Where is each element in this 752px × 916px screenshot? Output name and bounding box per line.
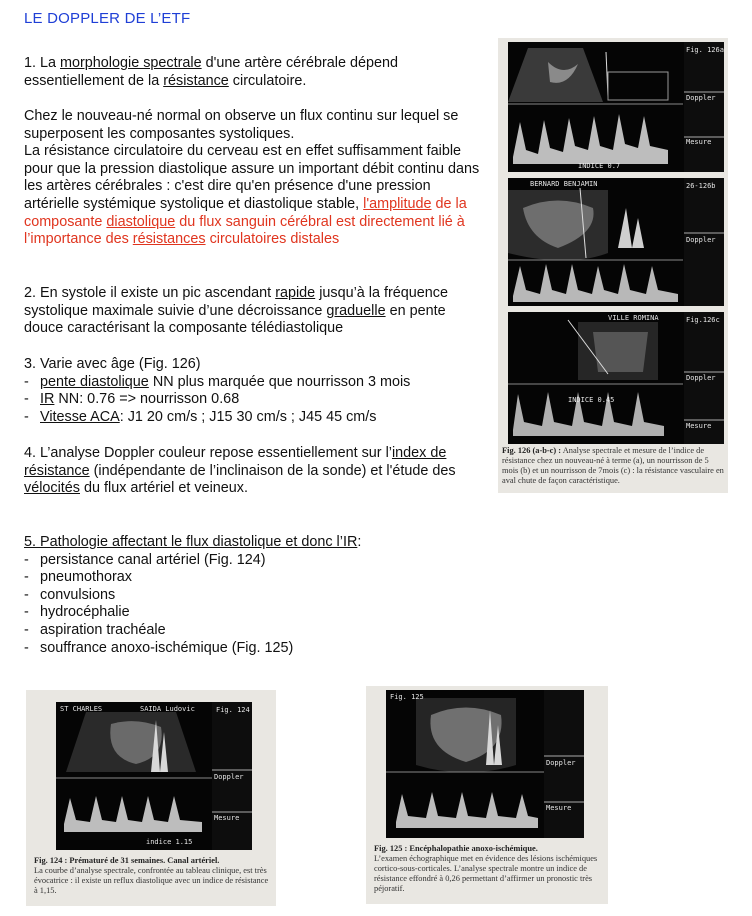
fig126b-name: BERNARD BENJAMIN [530, 180, 598, 188]
s5-item [24, 622, 482, 640]
page-title: LE DOPPLER DE L’ETF [24, 10, 191, 27]
s2-term-graduelle: graduelle [326, 302, 386, 319]
ultrasound-panel-c [508, 312, 724, 444]
section-1 [24, 55, 482, 90]
s4-term-index: index de résistance [24, 445, 447, 479]
dash: - [24, 604, 29, 621]
ultrasound-panel-b [508, 178, 724, 306]
section-5 [24, 534, 482, 657]
s4-text-3: du flux artériel et veineux. [80, 480, 248, 497]
fig125-tag: Fig. 125 [390, 693, 424, 701]
fig126c-tag: Fig.126c [686, 316, 720, 324]
dash: - [24, 373, 29, 390]
fig126a-mesure: Mesure [686, 138, 712, 146]
figure-124 [26, 690, 276, 906]
caption-text: La courbe d’analyse spectrale, confrontée au tableau clinique, est très évocatrice : il existe un reflux diastolique avec un indice de résistance à 1,15. [34, 866, 269, 895]
figure-124-caption [34, 856, 270, 896]
s5-heading-end: : [357, 534, 362, 550]
caption-label: Fig. 124 : Prématuré de 31 semaines. Canal artériel. [34, 856, 220, 865]
doppler-scan-image [56, 702, 252, 850]
dash: - [24, 639, 29, 656]
dash: - [24, 621, 29, 638]
s5-item [24, 587, 482, 605]
s4-term-velocites: vélocités [24, 480, 80, 497]
fig124-tag: Fig. 124 [216, 706, 250, 714]
s5-item-text: pneumothorax [40, 569, 133, 586]
s5-item [24, 640, 482, 658]
s1b-red-6: circulatoires distales [205, 231, 340, 248]
s2-term-rapide: rapide [275, 285, 316, 301]
s3-term: pente diastolique [40, 373, 149, 390]
s4-text-2: (indépendante de l’inclinaison de la sonde) et l'étude des [89, 462, 456, 479]
figure-125-caption [374, 844, 602, 894]
ultrasound-panel-125 [386, 690, 584, 838]
s3-item [24, 409, 482, 427]
section-1-detail [24, 108, 482, 249]
s3-item-text: : J1 20 cm/s ; J15 30 cm/s ; J45 45 cm/s [119, 408, 377, 425]
doppler-scan-image [508, 178, 724, 306]
fig126a-indice: INDICE 0.7 [578, 162, 621, 170]
ultrasound-panel-124 [56, 702, 252, 850]
fig124-name: SAIDA Ludovic [140, 705, 195, 713]
caption-text: L’examen échographique met en évidence des lésions ischémiques cortico-sous-corticales. L’analyse spectrale montre un indice de résistance effondré à 0,26 permettant d’affirmer un pronostic très péjoratif. [374, 854, 598, 893]
dash: - [24, 551, 29, 568]
figure-126 [498, 38, 728, 493]
fig126a-doppler: Doppler [686, 94, 716, 102]
fig125-mesure: Mesure [546, 804, 572, 812]
fig124-mesure: Mesure [214, 814, 240, 822]
s1b-line2: La résistance circulatoire du cerveau est en effet suffisamment faible pour que la pression diastolique assure un important débit continu dans les artères cérébrales : c'est dire qu'en présence d'une pression artérielle systémique systolique et diastolique stable, [24, 143, 480, 212]
s5-heading: 5. Pathologie affectant le flux diastolique et donc l’IR [24, 534, 358, 550]
s1-term-morphologie: morphologie spectrale [60, 55, 202, 71]
dash: - [24, 569, 29, 586]
s2-text: 2. En systole il existe un pic ascendant [24, 285, 276, 301]
s1b-red-4: du flux sanguin cérébral est directement lié à l’importance des [24, 213, 465, 248]
fig126c-mesure: Mesure [686, 422, 712, 430]
s2-text-3: en pente douce caractérisant la composante télédiastolique [24, 302, 446, 337]
s1b-red-2: de la composante [24, 195, 467, 230]
section-4 [24, 445, 479, 498]
s3-item [24, 374, 482, 392]
s3-term: Vitesse ACA [40, 408, 120, 425]
figure-126-caption [502, 446, 724, 486]
s5-item [24, 604, 482, 622]
fig125-doppler: Doppler [546, 759, 576, 767]
fig124-indice: indice 1.15 [146, 838, 193, 846]
caption-label: Fig. 125 : Encéphalopathie anoxo-ischémique. [374, 844, 538, 853]
s5-item [24, 552, 482, 570]
doppler-scan-image [386, 690, 584, 838]
s5-item-text: souffrance anoxo-ischémique (Fig. 125) [40, 639, 294, 656]
s3-heading: 3. Varie avec âge (Fig. 126) [24, 356, 201, 372]
fig126c-doppler: Doppler [686, 374, 716, 382]
s3-item-text: NN plus marquée que nourrisson 3 mois [148, 373, 411, 390]
dash: - [24, 586, 29, 603]
s5-item-text: persistance canal artériel (Fig. 124) [40, 551, 266, 568]
s1-term-resistance: résistance [163, 72, 229, 89]
doppler-scan-image [508, 42, 724, 172]
caption-text: Analyse spectrale et mesure de l’indice de résistance chez un nouveau-né à terme (a), un nourrisson de 5 mois (b) et un nourrisson de 7mois (c) : la résistance vasculaire en aval chute de façon caractéristique. [502, 446, 724, 485]
fig126b-doppler: Doppler [686, 236, 716, 244]
s5-item-text: hydrocéphalie [40, 604, 130, 621]
s5-item [24, 569, 482, 587]
s5-item-text: aspiration trachéale [40, 621, 166, 638]
s1b-red-amplitude: l'amplitude [363, 195, 432, 212]
s2-text-2: jusqu’à la fréquence systolique maximale suivie d’une décroissance [24, 285, 449, 319]
s1b-red-resistances: résistances [132, 231, 206, 248]
fig126b-tag: 26-126b [686, 182, 716, 190]
section-2 [24, 285, 482, 338]
s1b-red-diastolique: diastolique [106, 213, 176, 230]
dash: - [24, 408, 29, 425]
s1-text: 1. La [24, 55, 61, 71]
fig124-doppler: Doppler [214, 773, 244, 781]
figure-125 [366, 686, 608, 904]
fig124-place: ST CHARLES [60, 705, 103, 713]
s5-item-text: convulsions [40, 586, 116, 603]
s3-term: IR [40, 391, 55, 408]
s3-item [24, 391, 482, 409]
dash: - [24, 391, 29, 408]
s1-text-2: d'une artère cérébrale dépend essentiellement de la [24, 55, 398, 89]
caption-label: Fig. 126 (a-b-c) : [502, 446, 562, 455]
section-3 [24, 356, 482, 426]
fig126c-name: VILLE ROMINA [608, 314, 659, 322]
fig126a-tag: Fig. 126a [686, 46, 724, 54]
fig126c-indice: INDICE 0.45 [568, 396, 615, 404]
s1-text-3: circulatoire. [228, 72, 307, 89]
doppler-scan-image [508, 312, 724, 444]
ultrasound-panel-a [508, 42, 724, 172]
s3-item-text: NN: 0.76 => nourrisson 0.68 [54, 391, 240, 408]
s1b-line1: Chez le nouveau-né normal on observe un flux continu sur lequel se superposent les composantes systoliques. [24, 108, 459, 142]
s4-text: 4. L’analyse Doppler couleur repose essentiellement sur l’ [24, 445, 392, 461]
